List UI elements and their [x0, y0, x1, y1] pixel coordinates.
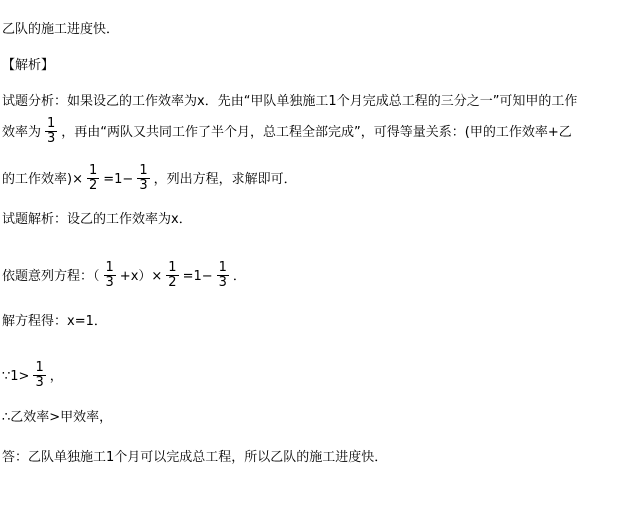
equation-part-a: 依题意列方程：（ — [2, 269, 100, 284]
fraction-one-third — [104, 261, 116, 290]
fraction-numerator: 1 — [139, 163, 148, 178]
fraction-one-third — [217, 261, 229, 290]
fraction-denominator: 3 — [218, 275, 227, 290]
fraction-numerator: 1 — [47, 116, 56, 131]
because-part-b: ， — [49, 369, 63, 384]
fraction-numerator: 1 — [105, 260, 114, 275]
answer-line: 答：乙队单独施工1个月可以完成总工程，所以乙队的施工进度快． — [2, 450, 388, 465]
fraction-one-third — [137, 164, 149, 193]
analysis-line-2-part-a: 效率为 — [2, 125, 42, 140]
fraction-one-third — [33, 361, 45, 390]
fraction-one-half — [87, 164, 99, 193]
analysis-line-2-part-b: ，再由“两队又共同工作了半个月，总工程全部完成”，可得等量关系：(甲的工作效率+乙 — [61, 125, 572, 140]
because-line — [2, 362, 63, 391]
fraction-numerator: 1 — [218, 260, 227, 275]
fraction-numerator: 1 — [35, 360, 44, 375]
analysis-line-3 — [2, 165, 297, 194]
equation-part-c: =1− — [182, 269, 213, 284]
analysis-line-3-part-a: 的工作效率)× — [2, 172, 83, 187]
therefore-line: ∴乙效率>甲效率， — [2, 410, 113, 425]
solution-line-1: 试题解析：设乙的工作效率为x． — [2, 212, 192, 227]
result-line: 乙队的施工进度快． — [2, 22, 120, 37]
fraction-denominator: 3 — [139, 178, 148, 193]
solve-line: 解方程得：x=1． — [2, 314, 107, 329]
analysis-line-2 — [2, 118, 572, 147]
fraction-numerator: 1 — [88, 163, 98, 178]
fraction-denominator: 3 — [105, 275, 114, 290]
fraction-numerator: 1 — [168, 260, 177, 275]
equation-part-d: ． — [232, 269, 246, 284]
fraction-one-half — [166, 261, 178, 290]
analysis-line-3-part-c: ，列出方程，求解即可． — [153, 172, 297, 187]
equation-line — [2, 262, 246, 291]
equation-part-b: +x）× — [119, 269, 163, 284]
analysis-heading: 【解析】 — [2, 58, 55, 73]
fraction-one-third — [45, 117, 57, 146]
fraction-denominator: 3 — [35, 375, 44, 390]
fraction-denominator: 2 — [168, 275, 177, 290]
analysis-line-3-part-b: =1− — [103, 172, 134, 187]
analysis-line-1: 试题分析：如果设乙的工作效率为x．先由“甲队单独施工1个月完成总工程的三分之一”可知甲的工作 — [2, 94, 578, 109]
because-part-a: ∵1> — [2, 369, 30, 384]
fraction-denominator: 2 — [88, 178, 98, 193]
fraction-denominator: 3 — [47, 131, 56, 146]
